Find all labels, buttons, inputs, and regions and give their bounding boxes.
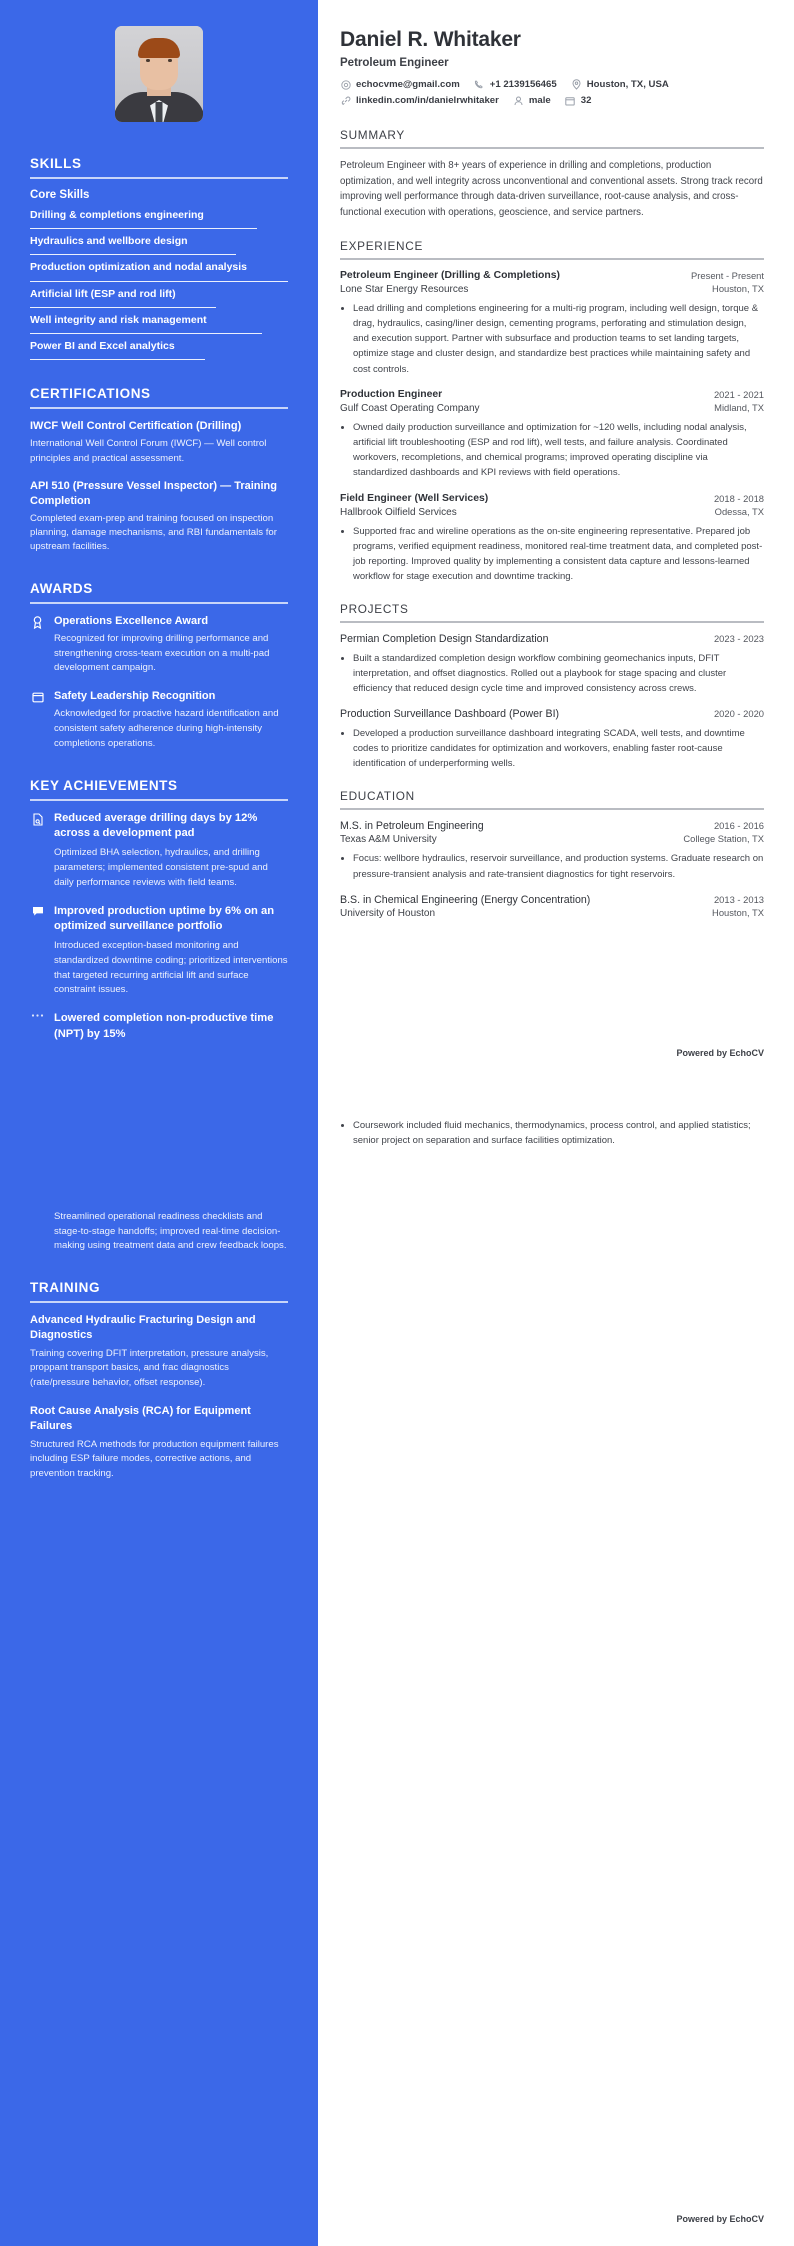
skill-label: Drilling & completions engineering (30, 209, 204, 221)
skill-item (30, 234, 288, 255)
achievement-description: Streamlined operational readiness checklists and stage-to-stage handoffs; improved real-time decision-making using treatment data and crew feedback loops. (54, 1210, 287, 1252)
experience-company: Hallbrook Oilfield Services (340, 506, 457, 518)
education-section (340, 789, 764, 921)
projects-heading: PROJECTS (340, 602, 409, 617)
education-entry (340, 819, 764, 882)
award-item (30, 689, 288, 751)
contact-gender-value: male (528, 95, 551, 106)
training-title: Root Cause Analysis (RCA) for Equipment Failures (30, 1405, 251, 1433)
project-entry (340, 632, 764, 696)
skill-level-bar (30, 254, 236, 255)
contact-phone-value: +1 2139156465 (489, 79, 557, 90)
skills-section (30, 156, 288, 360)
award-title: Operations Excellence Award (54, 614, 209, 627)
project-dates: 2023 - 2023 (713, 633, 764, 645)
training-description: Structured RCA methods for production equipment failures including ESP failure modes, corrective actions, and prevention tracking. (30, 1438, 279, 1480)
contact-linkedin[interactable] (340, 95, 499, 106)
award-description: Acknowledged for proactive hazard identification and consistent safety adherence during high-intensity completions operations. (54, 708, 279, 749)
skill-label: Hydraulics and wellbore design (30, 235, 188, 248)
education-dates: 2013 - 2013 (713, 893, 764, 905)
training-heading: TRAINING (30, 1280, 101, 1296)
experience-bullets (340, 301, 764, 377)
project-title: Production Surveillance Dashboard (Power BI) (340, 708, 560, 721)
contact-gender (513, 95, 551, 106)
experience-title: Field Engineer (Well Services) (340, 492, 489, 504)
email-icon (340, 79, 351, 90)
award-title: Safety Leadership Recognition (54, 690, 216, 703)
certification-description: International Well Control Forum (IWCF) — Well control principles and practical assessment. (30, 438, 267, 464)
skill-item (30, 339, 288, 360)
ellipsis-icon (30, 1011, 45, 1018)
education-dates: 2016 - 2016 (713, 820, 764, 832)
contact-email[interactable] (340, 79, 460, 90)
skill-label: Power BI and Excel analytics (30, 340, 175, 353)
certification-description: Completed exam-prep and training focused on inspection planning, damage mechanisms, and RBI fundamentals for upstream facilities. (30, 512, 277, 553)
bullet: • Focus: wellbore hydraulics, reservoir surveillance, and production systems. Graduate research on pressure-transient analysis and rate-transient diagnostics for tight reservoirs. (353, 851, 764, 881)
avatar (115, 26, 203, 122)
contact-age-value: 32 (580, 95, 592, 106)
bullet: • Owned daily production surveillance and optimization for ~120 wells, including nodal analysis, artificial lift troubleshooting (ESP and rod lift), well tests, and failure analysis. Coordinated workovers, recompletions, and chemical programs; improved operating discipline via standardized dashboards and KPI reviews with field operations. (353, 420, 764, 481)
divider (30, 407, 288, 409)
skill-label: Well integrity and risk management (30, 313, 207, 326)
project-bullets (340, 726, 764, 772)
achievement-title: Improved production uptime by 6% on an optimized surveillance portfolio (54, 904, 275, 933)
summary-heading: SUMMARY (340, 128, 405, 142)
document-search-icon (30, 811, 45, 826)
bullet: • Supported frac and wireline operations as the on-site engineering representative. Prepared job programs, verified equipment readiness, monitored real-time treatment data, and completed post-job reporting. Improved quality by implementing a consistent data capture and lessons-learned workflow for stage execution and downtime tracking. (353, 524, 764, 585)
contact-age (565, 95, 592, 106)
divider (30, 1301, 288, 1303)
experience-company: Lone Star Energy Resources (340, 283, 469, 295)
experience-bullets (340, 420, 764, 481)
skill-level-bar (30, 307, 216, 308)
skill-level-bar (30, 228, 257, 229)
skill-item (30, 287, 288, 308)
divider (340, 808, 764, 810)
experience-location: Odessa, TX (714, 505, 764, 517)
profile-photo-wrap (30, 26, 288, 122)
awards-section (30, 581, 288, 752)
achievement-item (30, 904, 288, 999)
achievement-description: Optimized BHA selection, hydraulics, and drilling parameters; implemented consistent pre-spud and daily performance reviews with field teams. (54, 846, 268, 888)
person-icon (513, 95, 524, 106)
bullet: • Lead drilling and completions engineering for a multi-rig program, including well design, torque & drag, hydraulics, casing/liner design, cementing programs, perforating and stimulation design, and execution support. Partner with subsurface and production teams to set landing targets, optimize stage and cluster design, and standardize best practices while maintaining safety and cost controls. (353, 301, 764, 377)
summary-section (340, 128, 764, 221)
achievement-item (30, 811, 288, 891)
experience-entry (340, 492, 764, 585)
project-entry (340, 707, 764, 771)
phone-icon (474, 79, 485, 90)
contact-location-value: Houston, TX, USA (586, 79, 669, 90)
contact-row (340, 79, 764, 90)
education-degree: B.S. in Chemical Engineering (Energy Concentration) (340, 893, 591, 906)
training-description: Training covering DFIT interpretation, pressure analysis, proppant transport basics, and frac diagnostics (rate/pressure behavior, offset response). (30, 1347, 269, 1389)
page-title: Daniel R. Whitaker (340, 28, 521, 51)
powered-by-footer: Powered by EchoCV (676, 1048, 764, 1058)
awards-heading: AWARDS (30, 580, 93, 596)
skill-level-bar (30, 359, 205, 360)
sidebar (0, 0, 318, 2246)
contact-details (340, 79, 764, 106)
divider (30, 602, 288, 604)
link-icon (340, 95, 351, 106)
skills-heading: SKILLS (30, 156, 82, 171)
experience-company: Gulf Coast Operating Company (340, 402, 480, 414)
certifications-section (30, 386, 288, 554)
skill-label: Production optimization and nodal analysis (30, 261, 248, 274)
training-section (30, 1280, 288, 1482)
skill-item (30, 260, 288, 281)
skill-level-bar (30, 281, 288, 282)
divider (340, 621, 764, 623)
contact-email-value: echocvme@gmail.com (356, 79, 460, 90)
bullet: • Built a standardized completion design workflow combining geomechanics inputs, DFIT interpretation, and offset diagnostics. Rolled out a playbook for stage spacing and cluster efficiency that reduced design cycle time and improved consistency across crews. (353, 651, 764, 697)
divider (30, 799, 288, 801)
experience-entry (340, 269, 764, 377)
job-title: Petroleum Engineer (340, 57, 449, 69)
contact-phone[interactable] (474, 79, 557, 90)
certifications-heading: CERTIFICATIONS (30, 386, 151, 402)
page-break-gap (30, 1060, 288, 1210)
education-location: College Station, TX (683, 833, 764, 845)
projects-section (340, 602, 764, 771)
contact-linkedin-value: linkedin.com/in/danielrwhitaker (356, 95, 499, 106)
experience-dates: Present - Present (691, 269, 764, 281)
key-achievements-heading: KEY ACHIEVEMENTS (30, 777, 178, 793)
contact-location (571, 79, 669, 90)
training-title: Advanced Hydraulic Fracturing Design and Diagnostics (30, 1314, 256, 1342)
achievement-title: Lowered completion non-productive time (NPT) by 15% (54, 1012, 274, 1041)
divider (340, 258, 764, 260)
skill-level-bar (30, 333, 262, 334)
training-item (30, 1313, 288, 1391)
main-content (318, 0, 794, 2246)
education-degree: M.S. in Petroleum Engineering (340, 820, 484, 833)
certification-item (30, 419, 288, 466)
divider (340, 147, 764, 149)
education-location: Houston, TX (712, 907, 764, 919)
project-title: Permian Completion Design Standardization (340, 633, 549, 646)
certification-item (30, 479, 288, 555)
experience-location: Houston, TX (712, 282, 764, 294)
skill-label: Artificial lift (ESP and rod lift) (30, 287, 176, 300)
award-description: Recognized for improving drilling performance and strengthening cross-team execution on a multi-pad development campaign. (54, 632, 270, 674)
bullet: • Developed a production surveillance dashboard integrating SCADA, well tests, and downtime codes to prioritize candidates for optimization and workovers, enabling faster root-cause identification of underperforming wells. (353, 726, 764, 772)
contact-row (340, 95, 764, 106)
skills-group-title: Core Skills (30, 189, 90, 201)
education-entry (340, 893, 764, 921)
experience-title: Petroleum Engineer (Drilling & Completions) (340, 269, 560, 281)
education-school: University of Houston (340, 908, 436, 920)
certification-title: API 510 (Pressure Vessel Inspector) — Training Completion (30, 479, 277, 507)
experience-title: Production Engineer (340, 388, 443, 400)
experience-bullets (340, 524, 764, 585)
experience-entry (340, 388, 764, 481)
key-achievements-section (30, 778, 288, 1255)
calendar-icon (30, 689, 45, 703)
summary-text: Petroleum Engineer with 8+ years of experience in drilling and completions, production optimization, and well integrity across unconventional and conventional assets. Strong track record improving well performance through data-driven surveillance, root-cause analysis, and cross-functional execution with operations, geoscience, and service partners. (340, 160, 763, 219)
education-heading: EDUCATION (340, 789, 415, 804)
location-pin-icon (571, 79, 582, 90)
experience-section (340, 239, 764, 585)
education-bullets (340, 851, 764, 881)
certification-title: IWCF Well Control Certification (Drilling) (30, 420, 242, 433)
achievement-item (30, 1011, 288, 1046)
bullet: • Coursework included fluid mechanics, thermodynamics, process control, and applied statistics; senior project on separation and surface facilities optimization. (353, 1118, 764, 1148)
experience-dates: 2021 - 2021 (713, 388, 764, 400)
training-item (30, 1404, 288, 1482)
achievement-title: Reduced average drilling days by 12% across a development pad (54, 811, 258, 840)
award-item (30, 614, 288, 676)
award-medal-icon (30, 614, 45, 629)
achievement-description: Introduced exception-based monitoring and standardized downtime coding; prioritized interventions that targeted recurring artificial lift and surface constraint issues. (54, 939, 288, 996)
calendar-icon (565, 95, 576, 106)
project-bullets (340, 651, 764, 697)
experience-location: Midland, TX (714, 401, 764, 413)
education-orphan-bullet-block (340, 1118, 764, 1148)
divider (30, 177, 288, 179)
project-dates: 2020 - 2020 (713, 708, 764, 720)
skill-item (30, 208, 288, 229)
experience-dates: 2018 - 2018 (713, 492, 764, 504)
experience-heading: EXPERIENCE (340, 238, 424, 253)
chat-bubble-icon (30, 904, 45, 917)
education-school: Texas A&M University (340, 834, 437, 846)
powered-by-footer: Powered by EchoCV (676, 2214, 764, 2224)
skill-item (30, 313, 288, 334)
